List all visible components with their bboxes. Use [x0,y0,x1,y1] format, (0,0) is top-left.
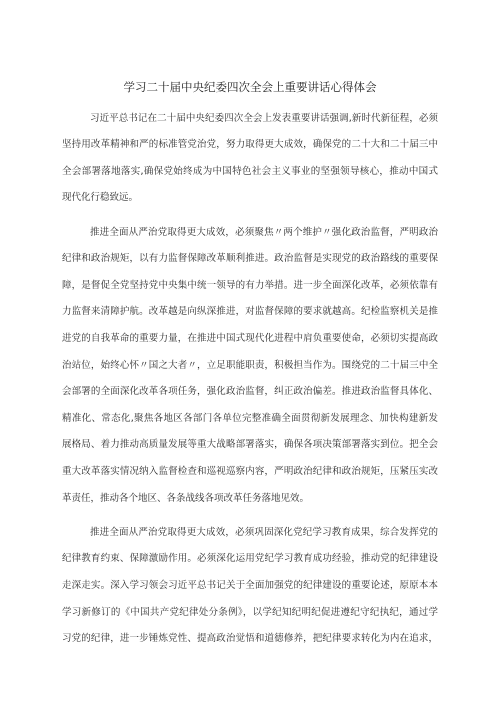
paragraph-line: 推进全面从严治党取得更大成效，必须巩固深化党纪学习教育成果，综合发挥党的 [90,526,438,538]
paragraph-line: 会部署的全面深化改革各项任务，强化政治监督，纠正政治偏差。推进政治监督具体化、 [62,386,438,398]
paragraph-line: 重大改革落实情况纳入监督检查和巡视巡察内容，严明政治纪律和政治规矩，压紧压实改 [62,466,438,477]
paragraph-line: 全会部署落地落实,确保党始终成为中国特色社会主义事业的坚强领导核心，推动中国式 [62,165,438,177]
paragraph-line: 精准化、常态化,聚焦各地区各部门各单位完整准确全面贯彻新发展理念、加快构建新发 [62,412,438,424]
paragraph-line: 纪律和政治规矩，以有力监督保障改革顺利推进。政治监督是实现党的政治路线的重要保 [62,253,438,265]
paragraph-line: 现代化行稳致远。 [62,192,139,204]
paragraph-line: 纪律教育约束、保障激励作用。必须深化运用党纪学习教育成功经验，推动党的纪律建设 [62,553,438,565]
paragraph-2 [62,220,438,513]
paragraph-line: 革责任，推动各个地区、各条战线各项改革任务落地见效。 [62,492,310,504]
paragraph-line: 推进全面从严治党取得更大成效，必须聚焦〃两个维护〃强化政治监督，严明政治 [90,226,438,238]
paragraph-3 [62,520,438,653]
paragraph-line: 进党的自我革命的重要力量，在推进中国式现代化进程中肩负重要使命，必须切实提高政 [62,333,438,345]
paragraph-line: 走深走实。深入学习领会习近平总书记关于全面加强党的纪律建设的重要论述，原原本本 [62,579,438,591]
paragraph-line: 展格局、着力推动高质量发展等重大战略部署落实，确保各项决策部署落实到位。把全会 [62,439,438,451]
document-body [62,106,438,653]
document-title: 学习二十届中央纪委四次全会上重要讲话心得体会 [123,80,377,94]
paragraph-line: 习党的纪律，进一步锤炼党性、提高政治觉悟和道德修养，把纪律要求转化为内在追求， [62,633,438,645]
paragraph-1 [62,106,438,212]
paragraph-line: 障，是督促全党坚持党中央集中统一领导的有力举措。进一步全面深化改革，必须依靠有 [62,279,438,291]
paragraph-line: 力监督来清障护航。改革越是向纵深推进，对监督保障的要求就越高。纪检监察机关是推 [62,306,438,318]
paragraph-line: 学习新修订的《中国共产党纪律处分条例》，以学纪知纪明纪促进遵纪守纪执纪，通过学 [62,606,438,618]
paragraph-line: 坚持用改革精神和严的标准管党治党，努力取得更大成效，确保党的二十大和二十届三中 [62,139,438,151]
paragraph-line: 习近平总书记在二十届中央纪委四次全会上发表重要讲话强调,新时代新征程，必须 [90,112,438,124]
paragraph-line: 治站位，始终心怀〃国之大者〃，立足职能职责，积极担当作为。围绕党的二十届三中全 [62,359,438,371]
